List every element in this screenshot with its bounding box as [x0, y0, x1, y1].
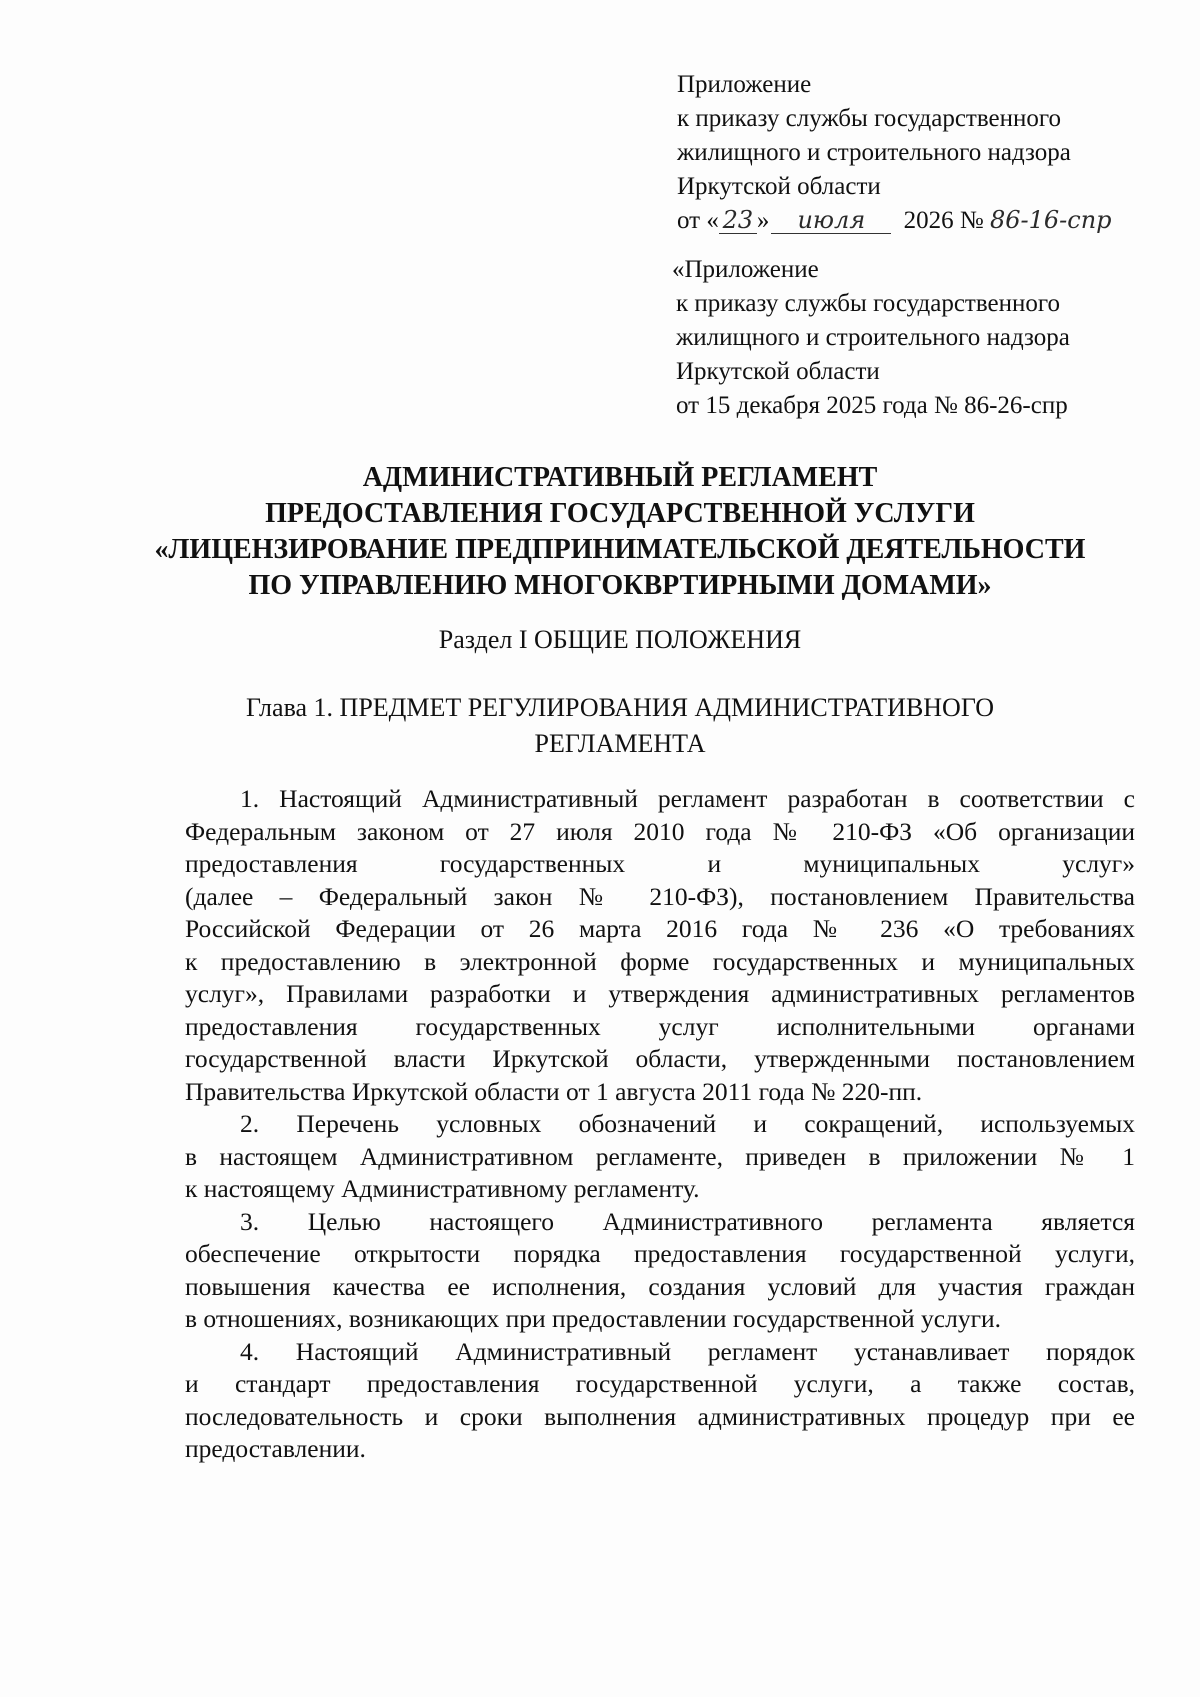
paragraph-line: услуг», Правилами разработки и утверждения административных регламентов — [185, 979, 1135, 1008]
paragraph-line: в отношениях, возникающих при предоставлении государственной услуги. — [185, 1304, 1002, 1333]
paragraph-line: Правительства Иркутской области от 1 августа 2011 года № 220-пп. — [185, 1076, 923, 1106]
approval-line: к приказу службы государственного — [677, 105, 1061, 132]
paragraph-line: предоставления государственных и муниципальных услуг» — [185, 849, 1135, 878]
approval-block-previous — [672, 253, 1070, 423]
document-title — [140, 460, 1100, 604]
paragraph-line: к настоящему Административному регламенту. — [185, 1174, 700, 1203]
title-line: «ЛИЦЕНЗИРОВАНИЕ ПРЕДПРИНИМАТЕЛЬСКОЙ ДЕЯТЕЛЬНОСТИ — [154, 534, 1086, 565]
handwritten-day: 23 — [719, 207, 757, 234]
paragraph-line: (далее – Федеральный закон № 210-ФЗ), постановлением Правительства — [185, 881, 1135, 911]
paragraph-line: 4. Настоящий Административный регламент устанавливает порядок — [240, 1336, 1135, 1366]
approval-line: к приказу службы государственного — [676, 290, 1060, 317]
chapter-heading-line: Глава 1. ПРЕДМЕТ РЕГУЛИРОВАНИЯ АДМИНИСТРАТИВНОГО — [245, 693, 994, 722]
approval-block-current — [677, 68, 1140, 238]
paragraph-line: повышения качества ее исполнения, создания условий для участия граждан — [185, 1271, 1135, 1301]
approval-line: жилищного и строительного надзора — [677, 139, 1071, 166]
handwritten-month: июля — [771, 207, 891, 234]
paragraph-line: в настоящем Административном регламенте, приведен в приложении № 1 — [185, 1141, 1135, 1171]
title-line: ПРЕДОСТАВЛЕНИЯ ГОСУДАРСТВЕННОЙ УСЛУГИ — [265, 498, 975, 529]
paragraph-line: 2. Перечень условных обозначений и сокращений, используемых — [240, 1109, 1135, 1138]
paragraph-line: предоставлении. — [185, 1434, 366, 1463]
approval-line: жилищного и строительного надзора — [676, 324, 1070, 351]
approval-line: Приложение — [677, 71, 812, 98]
paragraph-line: Российской Федерации от 26 марта 2016 года № 236 «О требованиях — [185, 914, 1135, 943]
chapter-heading-line: РЕГЛАМЕНТА — [534, 729, 706, 758]
paragraph — [185, 783, 1135, 1108]
paragraph-line: последовательность и сроки выполнения административных процедур при ее — [185, 1401, 1135, 1431]
approval-line: Иркутской области — [676, 358, 880, 385]
chapter-heading — [140, 690, 1100, 762]
document-body — [185, 783, 1135, 1466]
title-line: АДМИНИСТРАТИВНЫЙ РЕГЛАМЕНТ — [362, 462, 878, 493]
paragraph — [185, 1206, 1135, 1336]
paragraph-line: Федеральным законом от 27 июля 2010 года № 210-ФЗ «Об организации — [185, 816, 1135, 846]
paragraph-line: обеспечение открытости порядка предоставления государственной услуги, — [185, 1239, 1135, 1268]
approval-line: Иркутской области — [677, 173, 881, 200]
date-quote-close: » — [756, 207, 770, 234]
title-line: ПО УПРАВЛЕНИЮ МНОГОКВРТИРНЫМИ ДОМАМИ» — [248, 570, 992, 601]
approval-line: «Приложение — [672, 256, 819, 283]
paragraph-line: к предоставлению в электронной форме государственных и муниципальных — [185, 946, 1135, 976]
year-text: 2026 № — [903, 207, 984, 234]
date-prefix: от « — [677, 207, 719, 234]
section-heading: Раздел I ОБЩИЕ ПОЛОЖЕНИЯ — [438, 625, 802, 654]
paragraph — [185, 1336, 1135, 1466]
approval-date-line — [677, 204, 1140, 238]
paragraph-line: государственной власти Иркутской области, утвержденными постановлением — [185, 1044, 1135, 1073]
paragraph-line: и стандарт предоставления государственной услуги, а также состав, — [185, 1369, 1135, 1398]
handwritten-order-number: 86-16-спр — [989, 206, 1112, 234]
paragraph-line: 3. Целью настоящего Административного регламента является — [240, 1206, 1135, 1236]
paragraph-line: предоставления государственных услуг исполнительными органами — [185, 1011, 1135, 1041]
paragraph-line: 1. Настоящий Административный регламент разработан в соответствии с — [240, 784, 1135, 813]
approval-line: от 15 декабря 2025 года № 86-26-спр — [676, 392, 1068, 419]
paragraph — [185, 1108, 1135, 1206]
